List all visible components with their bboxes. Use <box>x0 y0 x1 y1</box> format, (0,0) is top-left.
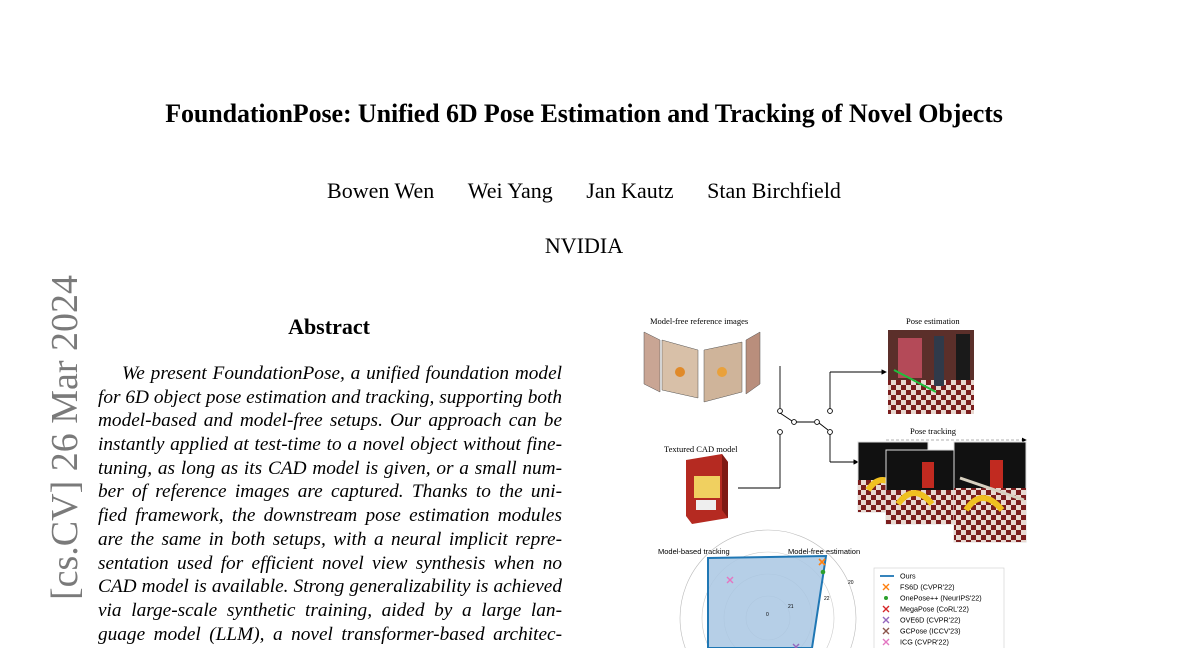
teaser-figure <box>636 310 1036 648</box>
cad-model-image <box>686 454 728 524</box>
radar-tick: 20 <box>848 580 854 586</box>
abstract-line: instantly applied at test-time to a novel object without fine- <box>98 434 562 456</box>
affiliation: NVIDIA <box>544 233 624 258</box>
pose-estimation-image <box>888 330 974 414</box>
abstract-body <box>98 362 562 646</box>
abstract-line: sentation used for efficient novel view synthesis when no <box>98 552 562 574</box>
legend-label: GCPose (ICCV'23) <box>900 626 961 636</box>
paper-title: FoundationPose: Unified 6D Pose Estimation and Tracking of Novel Objects <box>165 99 1003 128</box>
pose-estimation-label: Pose estimation <box>906 316 960 326</box>
author-name: Stan Birchfield <box>707 178 841 203</box>
radar-tick: 21 <box>788 604 794 610</box>
pose-tracking-label: Pose tracking <box>910 426 957 436</box>
model-free-estimation-label: Model-free estimation <box>788 547 861 556</box>
author-list <box>0 178 1168 204</box>
author-name: Wei Yang <box>467 178 553 203</box>
cad-model-label: Textured CAD model <box>664 444 738 454</box>
legend-marker <box>884 596 888 600</box>
legend-label: OVE6D (CVPR'22) <box>900 615 961 625</box>
abstract-line: are the same in both setups, with a neural implicit repre- <box>98 528 562 550</box>
abstract-line: CAD model is available. Strong generalizability is achieved <box>98 576 562 598</box>
abstract-line: via large-scale synthetic training, aided by a large lan- <box>98 599 562 621</box>
oneposepp-marker <box>821 570 826 575</box>
legend-label: ICG (CVPR'22) <box>900 637 949 647</box>
legend-label: MegaPose (CoRL'22) <box>900 604 969 614</box>
arxiv-stamp: [cs.CV] 26 Mar 2024 <box>44 274 86 600</box>
ours-polygon <box>708 556 826 648</box>
model-based-tracking-label: Model-based tracking <box>658 547 730 556</box>
abstract-line: ber of reference images are captured. Thanks to the uni- <box>98 481 562 503</box>
radar-tick: 22 <box>824 596 830 602</box>
chart-legend <box>874 568 1004 648</box>
abstract-line: model-based and model-free setups. Our approach can be <box>98 410 562 432</box>
author-name: Bowen Wen <box>327 178 435 203</box>
abstract-line: guage model (LLM), a novel transformer-based architec- <box>98 623 562 645</box>
legend-label: Ours <box>900 571 916 581</box>
abstract-line: for 6D object pose estimation and tracking, supporting both <box>98 386 562 408</box>
ref-images-label: Model-free reference images <box>650 316 749 326</box>
reference-images <box>644 332 760 402</box>
abstract-line: We present FoundationPose, a unified foundation model <box>122 363 562 384</box>
abstract-heading: Abstract <box>288 314 370 339</box>
pose-tracking-frames <box>858 442 1026 542</box>
legend-label: FS6D (CVPR'22) <box>900 582 955 592</box>
author-name: Jan Kautz <box>586 178 674 203</box>
abstract-line: tuning, as long as its CAD model is given, or a small num- <box>98 457 562 479</box>
legend-label: OnePose++ (NeurIPS'22) <box>900 593 982 603</box>
radar-tick: 0 <box>766 612 769 618</box>
abstract-line: fied framework, the downstream pose estimation modules <box>98 505 562 527</box>
